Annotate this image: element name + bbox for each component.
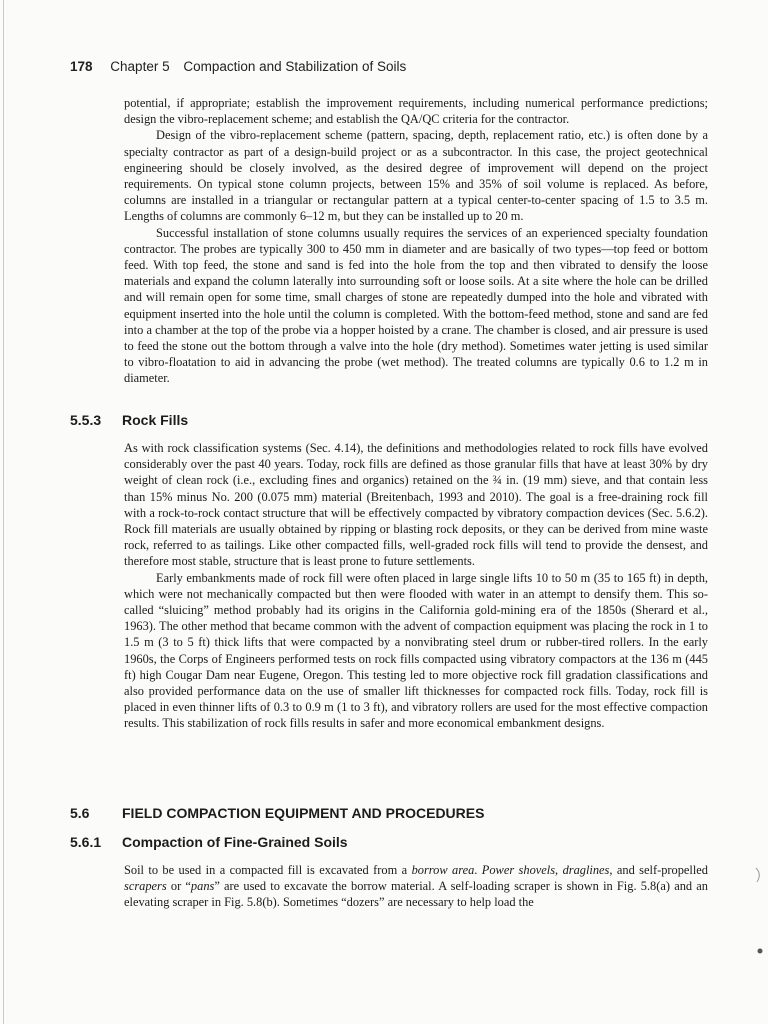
paragraph-4: As with rock classification systems (Sec. 4.14), the definitions and methodologies related to rock fills have evolved considerably over the past 40 years. Today, rock fills are defined as those granular fills that have at least 30% by dry weight of clean rock (i.e., excluding fines and organics) retained on the ¾ in. (19 mm) sieve, and that contain less than 15% minus No. 200 (0.075 mm) material (Breitenbach, 1993 and 2010). The goal is a free-draining rock fill with a rock-to-rock contact structure that will be effectively compacted by vibratory compaction devices (Sec. 5.6.2). Rock fill materials are usually obtained by ripping or blasting rock deposits, or they can be derived from mine waste rock, referred to as tailings. Like other compacted fills, well-graded rock fills will tend to provide the densest, and therefore most stable, structure that is least prone to future settlements. [124, 441, 708, 569]
term-draglines: draglines [562, 863, 610, 877]
heading-title: FIELD COMPACTION EQUIPMENT AND PROCEDURES [122, 805, 485, 821]
heading-5-5-3 [70, 412, 188, 428]
page-number: 178 [70, 59, 93, 74]
running-head [70, 59, 406, 74]
page-edge [3, 0, 4, 1024]
paragraph-5: Early embankments made of rock fill were often placed in large single lifts 10 to 50 m (35 to 165 ft) in depth, which were not mechanically compacted but then were flooded with water in an attempt to densify them. This so-called “sluicing” method probably had its origins in the California gold-mining era of the 1850s (Sherard et al., 1963). The other method that became common with the advent of compaction equipment was placing the rock in 1 to 1.5 m (3 to 5 ft) thick lifts that were compacted by a nonvibrating steel drum or rubber-tired rollers. In the early 1960s, the Corps of Engineers performed tests on rock fills compacted using vibratory compactors at the 136 m (445 ft) high Cougar Dam near Eugene, Oregon. This testing led to more objective rock fill gradation classifications and also provided performance data on the use of smaller lift thicknesses for compacted rock fills. Today, rock fill is placed in even thinner lifts of 0.3 to 0.9 m (1 to 3 ft), and vibratory rollers are used for the most effective compaction results. This stabilization of rock fills results in safer and more economical embankment designs. [124, 570, 708, 731]
paragraph-3: Successful installation of stone columns usually requires the services of an experienced specialty foundation contractor. The probes are typically 300 to 450 mm in diameter and are basically of two types—top feed or bottom feed. With top feed, the stone and sand is fed into the hole from the top and then vibrated to densify the loose materials and expand the column laterally into surrounding soft or loose soils. At a site where the hole can be drilled and will remain open for some time, small charges of stone are repeatedly dumped into the hole and vibrated with equipment inserted into the hole until the column is completed. With the bottom-feed method, stone and sand are fed into a chamber at the top of the probe via a hopper hoisted by a crane. The chamber is closed, and air pressure is used to feed the stone out the bottom through a valve into the hole (dry method). Sometimes water jetting is used similar to vibro-floatation to aid in advancing the probe (wet method). The treated columns are typically 0.6 to 1.2 m in diameter. [124, 225, 708, 386]
term-borrow-area: borrow area [411, 863, 475, 877]
section-5-6-1-body [124, 862, 708, 911]
section-5-5-2-continued [124, 95, 708, 387]
text-run: or “ [166, 879, 191, 894]
heading-number: 5.6 [70, 805, 90, 821]
paragraph-6 [124, 862, 708, 911]
heading-5-6 [70, 805, 484, 821]
heading-number: 5.5.3 [70, 412, 102, 428]
chapter-title: Compaction and Stabilization of Soils [183, 59, 407, 74]
paragraph-1: potential, if appropriate; establish the improvement requirements, including numerical performance predictions; design the vibro-replacement scheme; and establish the QA/QC criteria for the contractor. [124, 96, 708, 127]
text-run: Soil to be used in a compacted fill is excavated from a [124, 863, 412, 877]
paragraph-2: Design of the vibro-replacement scheme (pattern, spacing, depth, replacement ratio, etc.) is often done by a specialty contractor as part of a design-build project or as a subcontractor. In this case, the project geotechnical engineering should be closely involved, as the desired degree of improvement will depend on the project requirements. On typical stone column projects, between 15% and 35% of soil volume is replaced. As before, columns are installed in a triangular or rectangular pattern at a typical center-to-center spacing of 1.5 to 3.5 m. Lengths of columns are commonly 6–12 m, but they can be installed up to 20 m. [124, 128, 708, 224]
text-run: . [474, 863, 482, 877]
heading-5-6-1 [70, 834, 348, 850]
term-pans: pans [190, 879, 215, 894]
chapter-label: Chapter 5 [110, 59, 170, 74]
term-power-shovels: Power shovels [481, 863, 556, 877]
scan-speck [755, 946, 765, 956]
text-run: , and self-propelled [609, 863, 708, 877]
text-run: ” are used to excavate the borrow material. A self-loading scraper is shown in Fig. 5.8(a) and an elevating scraper in Fig. 5.8(b). Sometimes “dozers” are necessary to help load the [124, 879, 708, 910]
term-scrapers: scrapers [124, 879, 167, 894]
section-5-5-3-body [124, 440, 708, 732]
heading-title: Compaction of Fine-Grained Soils [122, 834, 348, 850]
heading-number: 5.6.1 [70, 834, 102, 850]
heading-title: Rock Fills [122, 412, 189, 428]
text-run: , [555, 863, 563, 877]
scan-mark [754, 866, 764, 886]
